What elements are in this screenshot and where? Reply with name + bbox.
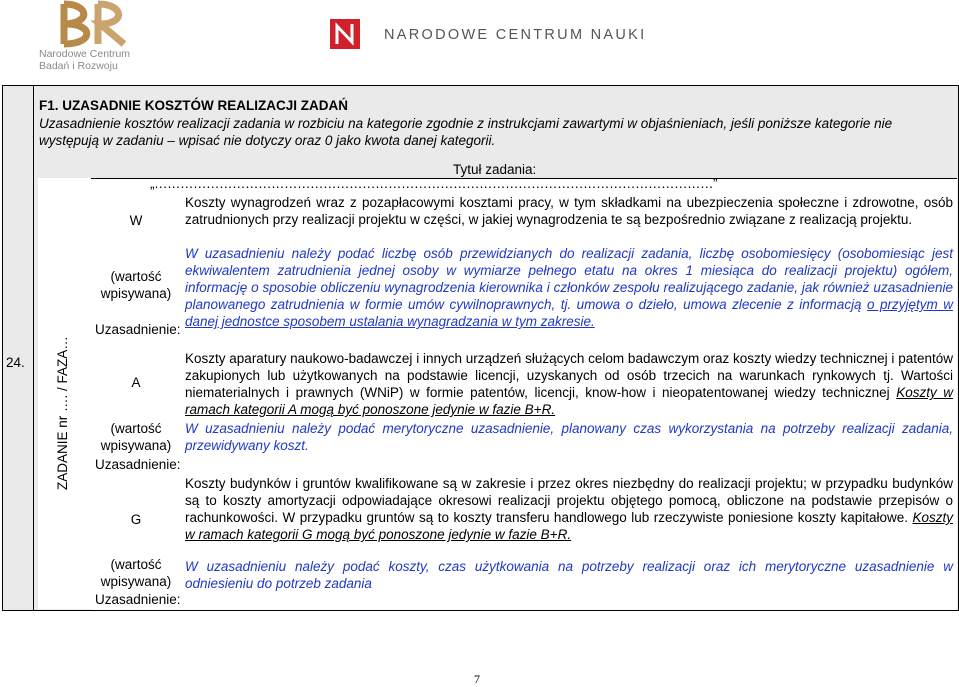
category-w-guidance-underlined: o przyjętym w danej jednostce sposobem ustalania wynagradzania w tym zakresie. xyxy=(185,297,953,329)
category-g-note: Koszty w ramach kategorii G mogą być ponoszone jedynie w fazie B+R. xyxy=(185,510,953,542)
task-title-label: Tytuł zadania: xyxy=(453,162,537,177)
category-a-justification-label: Uzasadnienie: xyxy=(95,457,181,472)
category-w-guidance-main: W uzasadnieniu należy podać liczbę osób przewidzianych do realizacji zadania, liczbę osobomiesięcy (osobomiesiąc jest ekwiwalentem zatrudnienia jednej osoby w wymiarze pełnego etatu na okres 1 miesiąca do realizacji projektu) ogółem, informację o sposobie obliczeniu wynagrodzenia kierownika i członków zespołu realizującego zadanie, jak również uzasadnienie planowanego zatrudnienia w formie umów cywilnoprawnych, tj. umowa o dzieło, umowa zlecenie z informacją xyxy=(185,246,953,312)
category-a-letter: A xyxy=(131,375,141,390)
category-a-note: Koszty w ramach kategorii A mogą być ponoszone jedynie w fazie B+R. xyxy=(185,385,953,417)
task-title-input[interactable]: „…………………………………………………………………………………………………………………” xyxy=(150,176,717,191)
category-w-letter: W xyxy=(129,213,143,228)
category-g-justification-label: Uzasadnienie: xyxy=(95,592,181,607)
category-g-value[interactable]: (wartość wpisywana) xyxy=(100,557,172,589)
category-w-description: Koszty wynagrodzeń wraz z pozapłacowymi kosztami pracy, w tym składkami na ubezpieczenia społeczne i zdrowotne, osób zatrudnionych przy realizacji projektu w części, w jakiej wynagrodzenia te są bezpośrednio związane z realizacją projektu. xyxy=(185,195,953,227)
category-g-letter: G xyxy=(130,512,142,527)
category-a-guidance: W uzasadnieniu należy podać merytoryczne uzasadnienie, planowany czas wykorzystania na potrzeby realizacji zadania, przewidywany koszt. xyxy=(185,421,953,453)
task-phase-label: ZADANIE nr …. / FAZA… xyxy=(55,336,70,490)
section-intro: Uzasadnienie kosztów realizacji zadania w rozbiciu na kategorie zgodnie z instrukcjami zawartymi w objaśnieniach, jeśli poniższe kategorie nie występują w zadaniu – wpisać nie dotyczy oraz 0 jako kwota danej kategorii. xyxy=(39,116,893,148)
row-number: 24. xyxy=(6,355,25,370)
category-g-description xyxy=(185,475,953,543)
category-w-justification-label: Uzasadnienie: xyxy=(95,322,181,337)
page-number: 7 xyxy=(474,672,480,686)
category-a-value[interactable]: (wartość wpisywana) xyxy=(100,421,172,453)
row-number-cell xyxy=(2,85,34,611)
category-w-value[interactable]: (wartość wpisywana) xyxy=(100,269,172,301)
category-g-description-main: Koszty budynków i gruntów kwalifikowane są w zakresie i przez okres niezbędny do realizacji projektu; w przypadku budynków są to koszty amortyzacji odpowiadające okresowi realizacji projektu objętego pomocą, obliczone na podstawie przepisów o rachunkowości. W przypadku gruntów są to koszty transferu handlowego lub rzeczywiste poniesione koszty kapitałowe. xyxy=(185,476,953,525)
category-g-guidance: W uzasadnieniu należy podać koszty, czas użytkowania na potrzeby realizacji oraz ich merytoryczne uzasadnienie w odniesieniu do potrzeb zadania xyxy=(185,559,953,591)
category-w-guidance xyxy=(185,245,953,330)
ncbr-logo-text: Narodowe Centrum Badań i Rozwoju xyxy=(39,48,131,72)
section-title: F1. UZASADNIE KOSZTÓW REALIZACJI ZADAŃ xyxy=(39,98,348,113)
category-a-description-main: Koszty aparatury naukowo-badawczej i innych urządzeń służących celom badawczym oraz koszty wiedzy technicznej i patentów zakupionych lub użytkowanych na podstawie licencji, uzyskanych od osób trzecich na warunkach rynkowych tj. Wartości niematerialnych i prawnych (WNiP) w formie patentów, licencji, know-how i nieopatentowanej wiedzy technicznej xyxy=(185,351,953,400)
ncn-logo-text: NARODOWE CENTRUM NAUKI xyxy=(384,27,647,43)
category-a-description xyxy=(185,350,953,418)
